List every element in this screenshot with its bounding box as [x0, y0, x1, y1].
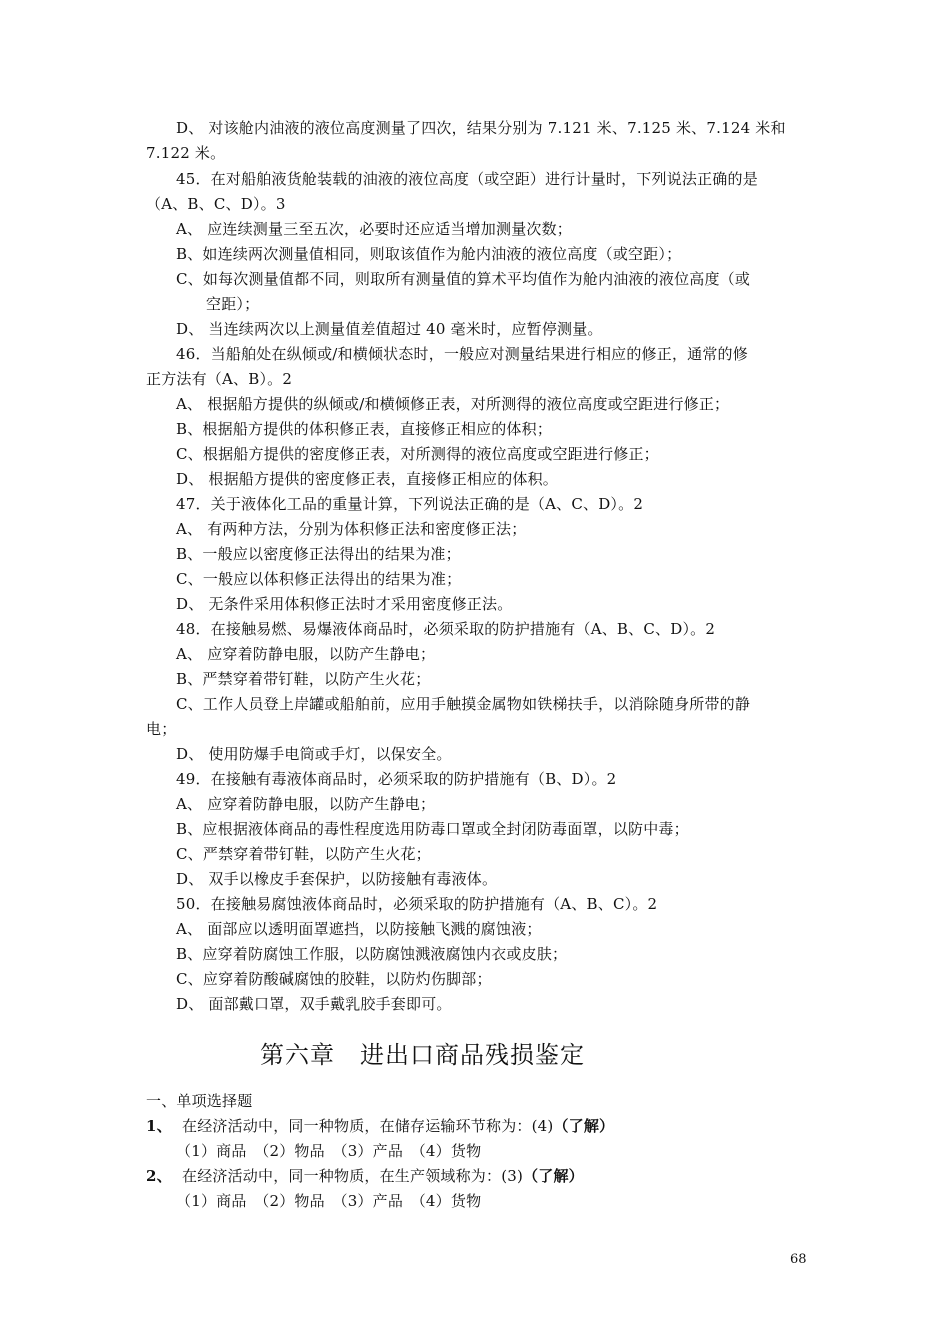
- option-line: A、 根据船方提供的纵倾或/和横倾修正表，对所测得的液位高度或空距进行修正；: [176, 395, 730, 413]
- option-line: A、 面部应以透明面罩遮挡，以防接触飞溅的腐蚀液；: [176, 920, 542, 938]
- question-49: 49．在接触有毒液体商品时，必须采取的防护措施有（B、D）。2: [176, 770, 617, 788]
- page-number: 68: [790, 1252, 807, 1267]
- option-line: A、 应穿着防静电服，以防产生静电；: [176, 795, 436, 813]
- option-line: D、 面部戴口罩，双手戴乳胶手套即可。: [176, 995, 452, 1013]
- option-line: B、应根据液体商品的毒性程度选用防毒口罩或全封闭防毒面罩，以防中毒；: [176, 820, 689, 838]
- section-heading: 一、单项选择题: [146, 1092, 253, 1110]
- question-46: 46．当船舶处在纵倾或/和横倾状态时，一般应对测量结果进行相应的修正，通常的修: [176, 345, 748, 363]
- option-line: C、一般应以体积修正法得出的结果为准；: [176, 570, 462, 588]
- option-line: B、根据船方提供的体积修正表，直接修正相应的体积；: [176, 420, 553, 438]
- question-text: 在经济活动中，同一种物质，在生产领域称为：(3): [182, 1167, 524, 1185]
- option-line: C、应穿着防酸碱腐蚀的胶鞋，以防灼伤脚部；: [176, 970, 492, 988]
- question-number: 1、: [146, 1117, 172, 1135]
- question-1-options: （1）商品 （2）物品 （3）产品 （4）货物: [176, 1142, 482, 1160]
- text-line: 正方法有（A、B）。2: [146, 370, 293, 388]
- option-line: A、 应连续测量三至五次，必要时还应适当增加测量次数；: [176, 220, 573, 238]
- option-line: D、 使用防爆手电筒或手灯，以保安全。: [176, 745, 452, 763]
- text-line: D、 对该舱内油液的液位高度测量了四次，结果分别为 7.121 米、7.125 米、7.124 米和: [176, 119, 786, 137]
- option-line: A、 有两种方法，分别为体积修正法和密度修正法；: [176, 520, 527, 538]
- question-2-options: （1）商品 （2）物品 （3）产品 （4）货物: [176, 1192, 482, 1210]
- text-line: 7.122 米。: [146, 144, 226, 162]
- option-line: B、一般应以密度修正法得出的结果为准；: [176, 545, 461, 563]
- question-45: 45．在对船舶液货舱装载的油液的液位高度（或空距）进行计量时，下列说法正确的是: [176, 170, 758, 188]
- option-line: B、如连续两次测量值相同，则取该值作为舱内油液的液位高度（或空距）；: [176, 245, 682, 263]
- option-line: B、应穿着防腐蚀工作服，以防腐蚀溅液腐蚀内衣或皮肤；: [176, 945, 568, 963]
- text-line: 电；: [146, 720, 177, 738]
- question-50: 50．在接触易腐蚀液体商品时，必须采取的防护措施有（A、B、C）。2: [176, 895, 658, 913]
- chapter-title: 第六章 进出口商品残损鉴定: [260, 1041, 585, 1069]
- question-number: 2、: [146, 1167, 172, 1185]
- option-line: D、 无条件采用体积修正法时才采用密度修正法。: [176, 595, 513, 613]
- option-line: C、根据船方提供的密度修正表，对所测得的液位高度或空距进行修正；: [176, 445, 659, 463]
- option-line: D、 根据船方提供的密度修正表，直接修正相应的体积。: [176, 470, 558, 488]
- question-47: 47．关于液体化工品的重量计算，下列说法正确的是（A、C、D）。2: [176, 495, 644, 513]
- question-text: 在经济活动中，同一种物质，在储存运输环节称为：(4): [182, 1117, 554, 1135]
- option-line: D、 双手以橡皮手套保护，以防接触有毒液体。: [176, 870, 498, 888]
- question-tag: （了解）: [553, 1117, 615, 1135]
- option-line: C、严禁穿着带钉鞋，以防产生火花；: [176, 845, 431, 863]
- question-48: 48．在接触易燃、易爆液体商品时，必须采取的防护措施有（A、B、C、D）。2: [176, 620, 716, 638]
- text-line: 空距）；: [206, 295, 260, 313]
- question-2: [146, 1166, 584, 1186]
- question-tag: （了解）: [523, 1167, 584, 1185]
- text-line: （A、B、C、D）。3: [146, 195, 286, 213]
- option-line: D、 当连续两次以上测量值差值超过 40 毫米时，应暂停测量。: [176, 320, 603, 338]
- question-1: [146, 1116, 614, 1136]
- option-line: B、严禁穿着带钉鞋，以防产生火花；: [176, 670, 431, 688]
- option-line: C、如每次测量值都不同，则取所有测量值的算术平均值作为舱内油液的液位高度（或: [176, 270, 751, 288]
- option-line: C、工作人员登上岸罐或船舶前，应用手触摸金属物如铁梯扶手，以消除随身所带的静: [176, 695, 751, 713]
- option-line: A、 应穿着防静电服，以防产生静电；: [176, 645, 436, 663]
